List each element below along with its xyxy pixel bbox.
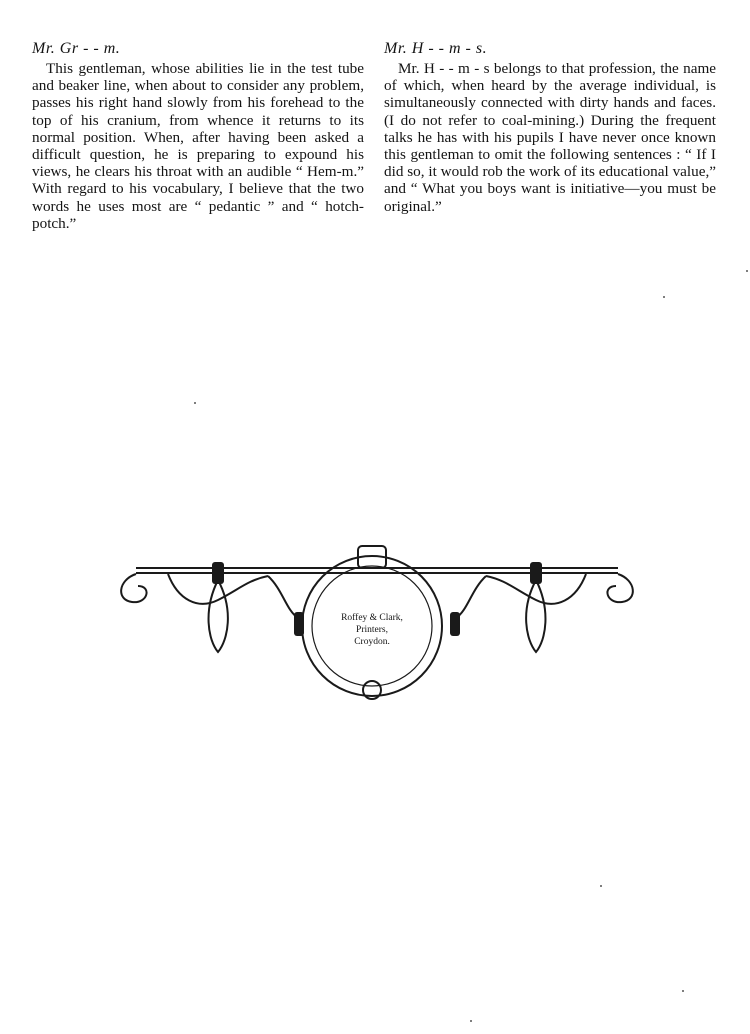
- paper-speck: [746, 270, 748, 272]
- article-heading: Mr. Gr - - m.: [32, 40, 121, 57]
- paper-speck: [663, 296, 665, 298]
- printer-imprint: [330, 612, 414, 648]
- article-heading: Mr. H - - m - s.: [384, 40, 488, 57]
- paper-speck: [682, 990, 684, 992]
- imprint-line: Croydon.: [354, 637, 390, 647]
- paper-speck: [194, 402, 196, 404]
- article-right: [384, 40, 716, 215]
- imprint-line: Printers,: [356, 625, 388, 635]
- article-body: This gentleman, whose abilities lie in the test tube and beaker line, when about to consider any problem, passes his right hand slowly from his forehead to the top of his cranium, from whence it returns to its normal position. When, after having been asked a difficult question, he is preparing to expound his views, he clears his throat with an audible “ Hem-m.” With regard to his vocabulary, I believe that the two words he uses most are “ pedantic ” and “ hotch-potch.”: [32, 60, 364, 232]
- imprint-line: Roffey & Clark,: [341, 613, 403, 623]
- paper-speck: [600, 885, 602, 887]
- article-left: [32, 40, 364, 232]
- paper-speck: [470, 1020, 472, 1022]
- article-body: Mr. H - - m - s belongs to that profession, the name of which, when heard by the average individual, is simultaneously connected with dirty hands and faces. (I do not refer to coal-mining.) During the frequent talks he has with his pupils I have never once known this gentleman to omit the following sentences : “ If I did so, it would rob the work of its educational value,” and “ What you boys want is initiative—you must be original.”: [384, 60, 716, 215]
